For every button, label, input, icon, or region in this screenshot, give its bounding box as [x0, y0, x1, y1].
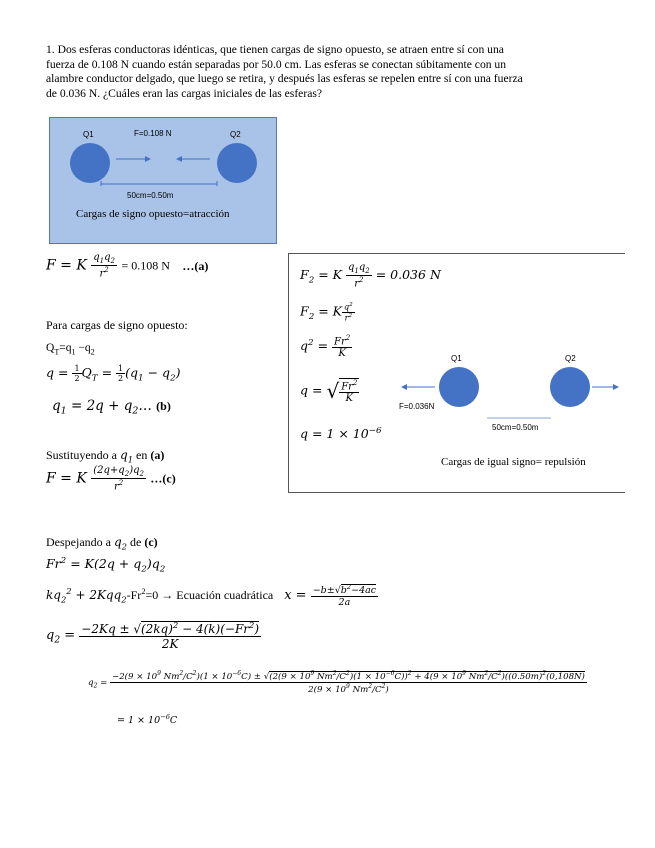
equation-c-tag: …(c) — [150, 471, 176, 486]
label-force-repulsion: F=0.036N — [399, 402, 435, 411]
problem-line-3: alambre conductor delgado, que luego se retira, y después las esferas se repelen entre sí con una fuerza — [46, 72, 523, 86]
equation-a-tag: …(a) — [182, 258, 209, 273]
label-distance-repulsion: 50cm=0.50m — [492, 423, 539, 432]
equation-b-tag: (b) — [156, 399, 171, 413]
equation-qt: $Q_T=q_1 -q_2$ — [46, 342, 95, 357]
qt-symbol: Q — [46, 342, 55, 354]
equation-q-sqrt: q = √ $\frac{Fr^2}{K}$ — [300, 379, 358, 405]
equation-q2-numeric: $q_2$ = $-2(9 \times 10^9$ $Nm^2/C^2)(1 \times 10^{-6}C) \pm √(2(9 \times 10^9$ $Nm^2/C^2)(1 \times 10^{-6}C))^2 + 4(9 \times 10^9$ $Nm^2/C^2)((0.50m)^2(0,108N)$ $2(9 \times 10^9$ $Nm^2/C^2$) — [88, 670, 585, 695]
caption-repulsion: Cargas de igual signo= repulsión — [441, 456, 586, 468]
de-text: de — [127, 535, 145, 549]
sphere-q1-repulsion — [439, 367, 479, 407]
f2-value: = 0.036 N — [375, 267, 441, 283]
despejando-tag: (c) — [144, 535, 158, 549]
equation-a: F = K $\frac{q_1q_2}{r^2}$ = 0.108 N …(a) — [46, 252, 209, 280]
arrow-right-head — [145, 156, 151, 162]
subst-en: en — [133, 448, 151, 462]
label-q1: Q1 — [83, 130, 94, 139]
qt-rest: =q — [59, 342, 72, 354]
equation-c: F = K $\frac{(2q+q_2)q_2}{r^2}$ …(c) — [46, 465, 176, 493]
repulsion-panel — [288, 253, 625, 493]
quadratic-label: → Ecuación cuadrática — [161, 588, 274, 603]
opposite-sign-label: Para cargas de signo opuesto: — [46, 318, 188, 332]
problem-line-2: fuerza de 0.108 N cuando están separadas por 50.0 cm. Las esferas se conectan súbitamente con un — [46, 57, 507, 71]
caption-attraction: Cargas de signo opuesto=atracción — [76, 208, 230, 220]
substitution-line: Sustituyendo a $q_1$ en (a) — [46, 448, 165, 465]
label-distance: 50cm=0.50m — [127, 191, 174, 200]
sphere-q2 — [217, 143, 257, 183]
equation-q-result — [300, 426, 382, 441]
equation-f2: $F_2 = K$ $\frac{q_1q_2}{r^2}$ = 0.036 N — [300, 262, 441, 290]
attraction-diagram — [49, 117, 277, 244]
label-q2: Q2 — [230, 130, 241, 139]
equation-b: $q_1 = 2q$ + $q_2\dots$ (b) — [52, 398, 171, 417]
equation-fr2: $Fr^2 = K(2q + q_2)q_2$ — [46, 556, 166, 575]
q-result: q = 1 × 10 — [300, 426, 369, 442]
equation-f2-q2: $F_2 = K$ $\frac{q^2}{r^2}$ — [300, 302, 353, 323]
equation-half: q = $\frac{1}{2}$ $Q_T$ = $\frac{1}{2}$ $(q_1 - q_2)$ — [46, 364, 181, 384]
equation-q2-formula: $q_2$ = $\frac{-2Kq \pm √(2kq)^2 - 4(k)(-Fr^2)}{2K}$ — [46, 620, 260, 651]
arrow-left-repulsion-head — [401, 384, 407, 390]
result-exp: −6 — [160, 713, 170, 721]
sphere-q2-repulsion — [550, 367, 590, 407]
label-q2-repulsion: Q2 — [565, 354, 576, 363]
equation-a-value: = 0.108 N — [121, 258, 170, 273]
problem-line-1: 1. Dos esferas conductoras idénticas, que tienen cargas de signo opuesto, se atraen entre sí con una — [46, 43, 504, 56]
subst-text: Sustituyendo a — [46, 448, 120, 462]
arrow-right-repulsion-head — [613, 384, 619, 390]
despejando-text: Despejando a — [46, 535, 114, 549]
q-result-exp: −6 — [368, 426, 382, 436]
subst-tag: (a) — [150, 448, 165, 462]
sphere-q1 — [70, 143, 110, 183]
label-force: F=0.108 N — [134, 129, 172, 138]
equation-q-squared: $q^2$ = $\frac{Fr^2}{K}$ — [300, 334, 351, 360]
despejando-line: Despejando a $q_2$ de (c) — [46, 535, 158, 552]
result-unit: C — [169, 715, 178, 727]
qt-rest2: −q — [75, 342, 91, 354]
arrow-left-head — [176, 156, 182, 162]
problem-line-4: de 0.036 N. ¿Cuáles eran las cargas iniciales de las esferas? — [46, 86, 322, 100]
label-q1-repulsion: Q1 — [451, 354, 462, 363]
equation-quadratic: $kq_2^2 + 2Kqq_2-Fr^2=0$ → Ecuación cuadrática x = $\frac{-b\pm√b^2-4ac}{2a}$ — [46, 583, 377, 609]
problem-statement — [46, 43, 626, 101]
final-result — [117, 713, 177, 726]
result-text: = 1 × 10 — [117, 715, 161, 727]
